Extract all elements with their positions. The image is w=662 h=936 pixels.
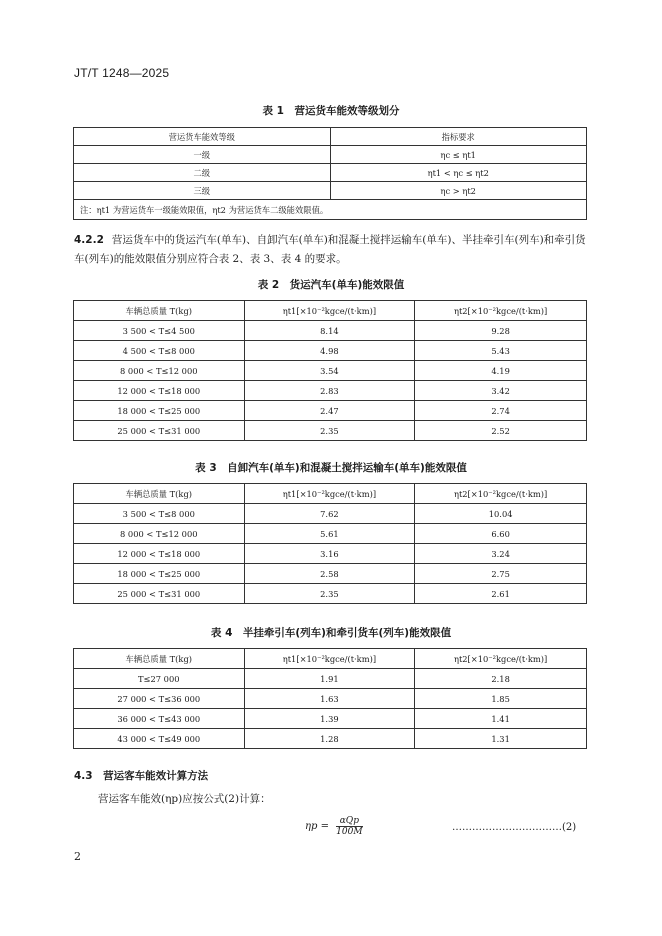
table-cell: 2.47 bbox=[244, 401, 415, 421]
table-cell: 1.31 bbox=[415, 729, 587, 749]
table-cell: 3 500 < T≤4 500 bbox=[74, 321, 245, 341]
table-row bbox=[74, 584, 587, 604]
table-cell: 5.61 bbox=[244, 524, 415, 544]
table-cell: 36 000 < T≤43 000 bbox=[74, 709, 245, 729]
table3 bbox=[73, 483, 587, 604]
table-cell: ηc > ηt2 bbox=[330, 182, 586, 200]
table-row bbox=[74, 146, 587, 164]
table-cell: 18 000 < T≤25 000 bbox=[74, 564, 245, 584]
table-row bbox=[74, 401, 587, 421]
table-cell: 12 000 < T≤18 000 bbox=[74, 381, 245, 401]
table-cell: 18 000 < T≤25 000 bbox=[74, 401, 245, 421]
table-cell: 10.04 bbox=[415, 504, 587, 524]
table-row bbox=[74, 669, 587, 689]
table-row bbox=[74, 164, 587, 182]
table-cell: 4.19 bbox=[415, 361, 587, 381]
table-cell: 2.35 bbox=[244, 584, 415, 604]
table-header-cell: ηt2[×10⁻²kgce/(t·km)] bbox=[415, 484, 587, 504]
table-cell: 4.98 bbox=[244, 341, 415, 361]
table-header-cell: ηt2[×10⁻²kgce/(t·km)] bbox=[415, 301, 587, 321]
table-cell: 8 000 < T≤12 000 bbox=[74, 361, 245, 381]
table-header-cell: 车辆总质量 T(kg) bbox=[74, 484, 245, 504]
table-cell: 2.83 bbox=[244, 381, 415, 401]
page-number: 2 bbox=[74, 850, 81, 863]
table-cell: 8 000 < T≤12 000 bbox=[74, 524, 245, 544]
table-cell: 2.75 bbox=[415, 564, 587, 584]
formula-fraction bbox=[336, 816, 362, 837]
table-header-cell: 营运货车能效等级 bbox=[74, 128, 331, 146]
table-row bbox=[74, 361, 587, 381]
table-cell: 25 000 < T≤31 000 bbox=[74, 584, 245, 604]
table2-caption: 表 2 货运汽车(单车)能效限值 bbox=[257, 279, 405, 291]
table-row bbox=[74, 544, 587, 564]
table-cell: 2.18 bbox=[415, 669, 587, 689]
standard-code: JT/T 1248—2025 bbox=[74, 66, 170, 80]
table-cell: 3.24 bbox=[415, 544, 587, 564]
formula-numerator: αQp bbox=[336, 816, 362, 827]
table-row bbox=[74, 504, 587, 524]
table-row bbox=[74, 321, 587, 341]
table-row bbox=[74, 689, 587, 709]
table-header-row bbox=[74, 301, 587, 321]
table3-caption: 表 3 自卸汽车(单车)和混凝土搅拌运输车(单车)能效限值 bbox=[195, 462, 467, 474]
table-cell: 1.28 bbox=[244, 729, 415, 749]
table-header-row bbox=[74, 649, 587, 669]
table-header-cell: ηt2[×10⁻²kgce/(t·km)] bbox=[415, 649, 587, 669]
table-cell: 8.14 bbox=[244, 321, 415, 341]
table-cell: 5.43 bbox=[415, 341, 587, 361]
table-cell: 3.42 bbox=[415, 381, 587, 401]
clause-number: 4.2.2 bbox=[74, 234, 104, 246]
table-cell: 2.74 bbox=[415, 401, 587, 421]
paragraph-4-2-2 bbox=[74, 231, 590, 269]
table-cell: 一级 bbox=[74, 146, 331, 164]
formula-denominator: 100M bbox=[336, 827, 363, 837]
formula-lhs: ηp = bbox=[305, 821, 329, 832]
table-header-row bbox=[74, 484, 587, 504]
table-cell: 2.35 bbox=[244, 421, 415, 441]
table1-caption: 表 1 营运货车能效等级划分 bbox=[262, 105, 400, 117]
table-cell: 43 000 < T≤49 000 bbox=[74, 729, 245, 749]
table-cell: 25 000 < T≤31 000 bbox=[74, 421, 245, 441]
table-cell: 二级 bbox=[74, 164, 331, 182]
table-header-cell: ηt1[×10⁻²kgce/(t·km)] bbox=[244, 649, 415, 669]
table-cell: 9.28 bbox=[415, 321, 587, 341]
table-cell: 3.54 bbox=[244, 361, 415, 381]
table-header-cell: ηt1[×10⁻²kgce/(t·km)] bbox=[244, 484, 415, 504]
table-header-cell: ηt1[×10⁻²kgce/(t·km)] bbox=[244, 301, 415, 321]
table-cell: 1.85 bbox=[415, 689, 587, 709]
table-cell: ηc ≤ ηt1 bbox=[330, 146, 586, 164]
table-cell: 1.39 bbox=[244, 709, 415, 729]
equation-number: ……………………………(2) bbox=[452, 822, 577, 833]
table-row bbox=[74, 709, 587, 729]
table-cell: 2.58 bbox=[244, 564, 415, 584]
table2 bbox=[73, 300, 587, 441]
table-cell: 2.61 bbox=[415, 584, 587, 604]
table-cell: 三级 bbox=[74, 182, 331, 200]
table-row bbox=[74, 381, 587, 401]
table4-caption: 表 4 半挂牵引车(列车)和牵引货车(列车)能效限值 bbox=[210, 627, 452, 639]
table-row bbox=[74, 729, 587, 749]
table-cell: 1.63 bbox=[244, 689, 415, 709]
table-cell: 3.16 bbox=[244, 544, 415, 564]
table-row bbox=[74, 524, 587, 544]
table-cell: 1.91 bbox=[244, 669, 415, 689]
table-cell: 27 000 < T≤36 000 bbox=[74, 689, 245, 709]
table1 bbox=[73, 127, 587, 220]
table-header-row bbox=[74, 128, 587, 146]
table-cell: T≤27 000 bbox=[74, 669, 245, 689]
table-note: 注：ηt1 为营运货车一级能效限值，ηt2 为营运货车二级能效限值。 bbox=[74, 200, 587, 220]
table-row bbox=[74, 341, 587, 361]
table-cell: 7.62 bbox=[244, 504, 415, 524]
table-cell: 6.60 bbox=[415, 524, 587, 544]
formula bbox=[305, 816, 363, 837]
table-cell: 1.41 bbox=[415, 709, 587, 729]
table-row bbox=[74, 421, 587, 441]
table4 bbox=[73, 648, 587, 749]
table-row bbox=[74, 182, 587, 200]
section-title: 4.3 营运客车能效计算方法 bbox=[74, 770, 209, 782]
table-cell: 2.52 bbox=[415, 421, 587, 441]
table-header-cell: 车辆总质量 T(kg) bbox=[74, 649, 245, 669]
table-row bbox=[74, 564, 587, 584]
table-cell: ηt1 < ηc ≤ ηt2 bbox=[330, 164, 586, 182]
table-cell: 4 500 < T≤8 000 bbox=[74, 341, 245, 361]
table-cell: 12 000 < T≤18 000 bbox=[74, 544, 245, 564]
table-header-cell: 指标要求 bbox=[330, 128, 586, 146]
table-note-row bbox=[74, 200, 587, 220]
table-header-cell: 车辆总质量 T(kg) bbox=[74, 301, 245, 321]
clause-text: 营运货车中的货运汽车(单车)、自卸汽车(单车)和混凝土搅拌运输车(单车)、半挂牵引车(列车)和牵引货车(列车)的能效限值分别应符合表 2、表 3、表 4 的要求。 bbox=[74, 234, 586, 265]
section-paragraph: 营运客车能效(ηp)应按公式(2)计算： bbox=[98, 793, 271, 805]
table-cell: 3 500 < T≤8 000 bbox=[74, 504, 245, 524]
